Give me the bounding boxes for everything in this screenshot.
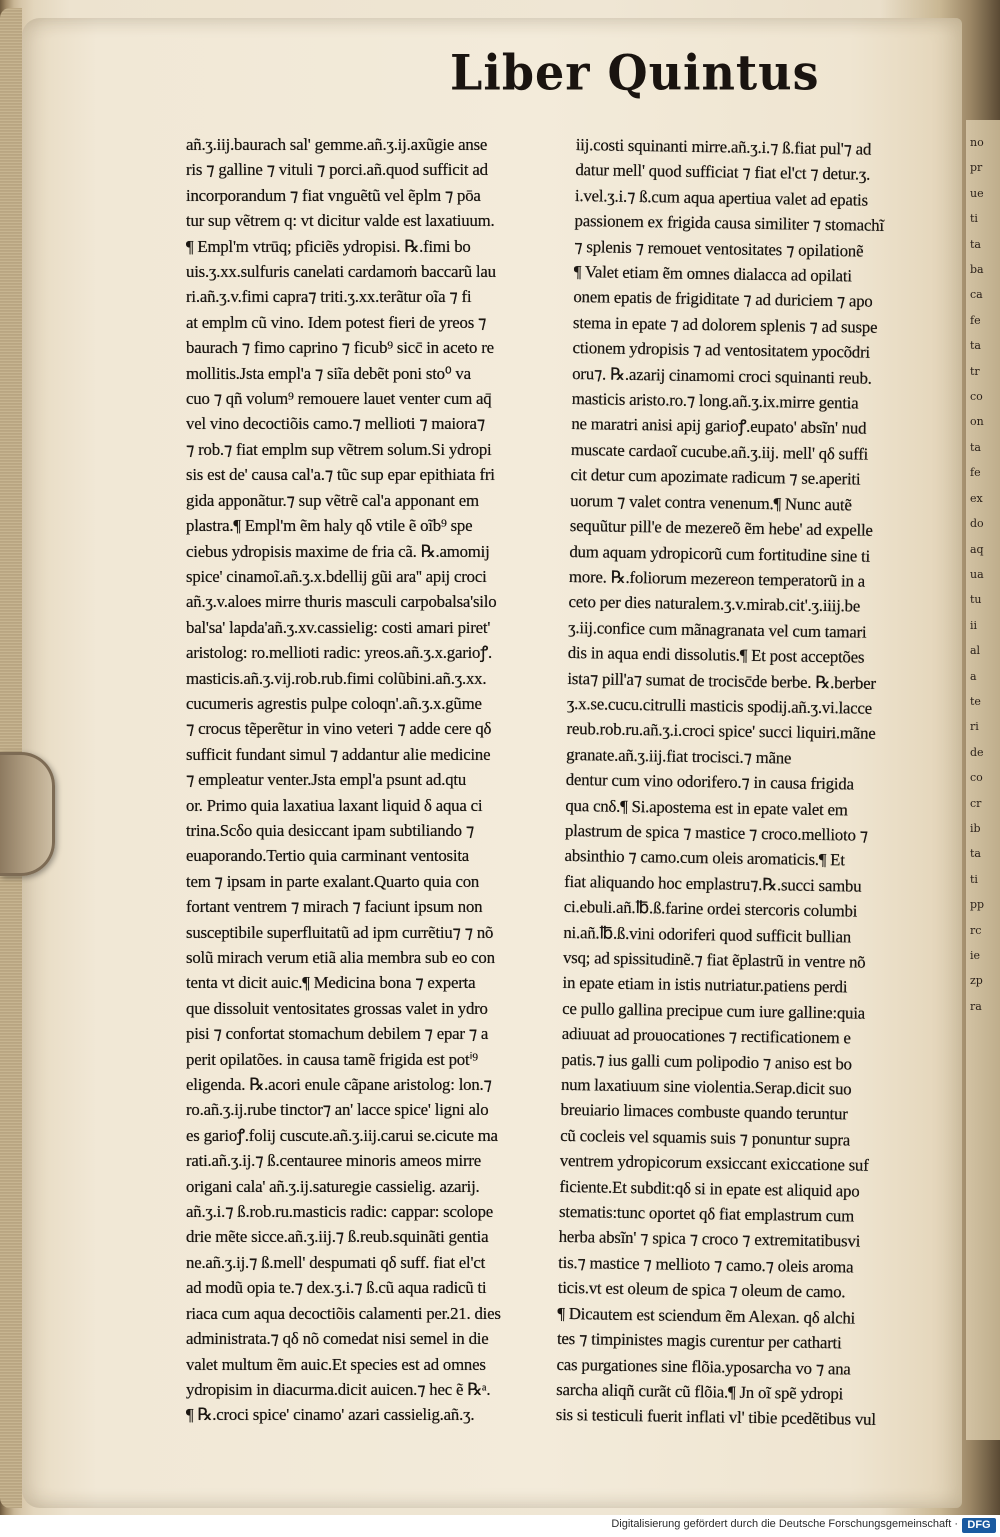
text-line: tis.⁊ mastice ⁊ mellioto ⁊ camo.⁊ oleis aroma xyxy=(558,1252,854,1277)
facing-page-fragment: zp xyxy=(970,974,983,988)
facing-page-fragment: te xyxy=(970,694,981,708)
text-column-left xyxy=(186,132,564,1428)
facing-page-fragment: fe xyxy=(970,313,981,327)
text-line: incorporandum ⁊ fiat vnguẽtũ vel ẽplm ⁊ pōa xyxy=(186,185,481,205)
text-line: añ.ʒ.i.⁊ ß.rob.ru.masticis radic: cappar: scolope xyxy=(186,1202,494,1222)
text-line: patis.⁊ ius galli cum polipodio ⁊ aniso est bo xyxy=(561,1049,852,1074)
facing-page-fragment: do xyxy=(970,517,984,531)
running-head-text: Liber Quintus xyxy=(450,44,820,102)
text-line: cuo ⁊ qñ volum⁹ remouere lauet venter cum aq̄ xyxy=(186,389,492,409)
text-line: ne.añ.ʒ.ij.⁊ ß.mell' despumati qδ suff. fiat el'ct xyxy=(186,1252,486,1272)
text-line: euaporando.Tertio quia carminant ventosita xyxy=(186,846,470,866)
text-line: passionem ex frigida causa similiter ⁊ stomachĩ xyxy=(574,211,885,236)
facing-page-fragment: ii xyxy=(970,618,978,632)
text-line: qua cnδ.¶ Si.apostema est in epate valet em xyxy=(565,795,848,819)
text-line: ¶ Valet etiam ẽm omnes dialacca ad opilati xyxy=(573,262,852,286)
text-line: cucumeris agrestis pulpe coloqn'.añ.ʒ.x.gũme xyxy=(186,693,482,713)
facing-page-edge xyxy=(966,120,1000,1440)
text-line: oru⁊. ℞.azarij cinamomi croci squinanti reub. xyxy=(572,363,872,388)
facing-page-fragment: tr xyxy=(970,364,980,378)
text-line: origani cala' añ.ʒ.ij.saturegie cassielig. azarij. xyxy=(186,1176,480,1196)
text-line: breuiario limaces combuste quando teruntur xyxy=(560,1100,848,1124)
facing-page-fragment: ra xyxy=(970,999,982,1013)
text-line: dis in aqua endi dissolutis.¶ Et post acceptões xyxy=(567,643,865,667)
text-line: ro.añ.ʒ.ij.rube tinctor⁊ an' lacce spice' ligni alo xyxy=(186,1100,489,1120)
text-line: ista⁊ pill'a⁊ sumat de trocisc̄de berbe. ℞.berber xyxy=(567,668,877,693)
text-line: tes ⁊ timpinistes magis curentur per catharti xyxy=(556,1328,842,1353)
facing-page-fragment: ri xyxy=(970,720,979,734)
text-line: sis si testiculi fuerit inflati vl' tibie pcedẽtibus vul xyxy=(555,1405,876,1430)
text-line: es garioꝭ.folij cuscute.añ.ʒ.iij.carui se.cicute ma xyxy=(186,1125,498,1145)
text-line: ¶ Dicautem est sciendum ẽm Alexan. qδ alchi xyxy=(557,1303,856,1328)
facing-page-fragment: ti xyxy=(970,872,978,886)
text-line: bal'sa' lapda'añ.ʒ.xv.cassielig: costi amari piret' xyxy=(186,617,491,637)
facing-page-fragment: fe xyxy=(970,466,981,480)
text-line: stema in epate ⁊ ad dolorem splenis ⁊ ad suspe xyxy=(572,312,878,337)
facing-page-fragment: ie xyxy=(970,949,981,962)
facing-page-fragment: co xyxy=(970,390,983,404)
facing-page-fragment: ib xyxy=(970,821,981,835)
text-line: absinthio ⁊ camo.cum oleis aromaticis.¶ Et xyxy=(564,846,845,870)
facing-page-fragment: ta xyxy=(970,440,981,454)
text-line: ⁊ empleatur venter.Jsta empl'a psunt ad.qtu xyxy=(186,770,467,790)
text-line: ficiente.Et subdit:qδ si in epate est aliquid apo xyxy=(559,1176,860,1201)
text-line: ticis.vt est oleum de spica ⁊ oleum de camo. xyxy=(557,1278,846,1302)
text-line: riaca cum aqua decoctiõis calamenti per.21. dies xyxy=(186,1303,501,1323)
text-line: drie mẽte sicce.añ.ʒ.iij.⁊ ß.reub.squinãti gentia xyxy=(186,1227,489,1247)
text-line: gida apponãtur.⁊ sup vẽtrẽ cal'a apponant em xyxy=(186,490,479,510)
text-line: iij.costi squinanti mirre.añ.ʒ.i.⁊ ß.fiat pul'⁊ ad xyxy=(575,134,872,159)
facing-page-fragment: on xyxy=(970,415,984,429)
text-line: herba absĩn' ⁊ spica ⁊ croco ⁊ extremitatibusvi xyxy=(558,1227,861,1252)
text-line: aristolog: ro.mellioti radic: yreos.añ.ʒ.x.garioꝭ. xyxy=(186,643,492,663)
text-line: dentur cum vino odorifero.⁊ in causa frigida xyxy=(565,770,854,794)
facing-page-fragment: cr xyxy=(970,796,982,810)
text-line: cũ cocleis vel squamis suis ⁊ ponuntur supra xyxy=(560,1125,851,1150)
text-line: eligenda. ℞.acori enule cãpane aristolog: lon.⁊ xyxy=(186,1075,492,1095)
text-line: ctionem ydropisis ⁊ ad ventositatem ypocõdri xyxy=(572,338,871,362)
text-line: mollitis.Jsta empl'a ⁊ siĩa debẽt poni sto⁰ va xyxy=(186,363,471,383)
facing-page-fragment: aq xyxy=(970,542,984,556)
facing-page-fragment: ta xyxy=(970,237,981,251)
text-line: perit opilatões. in causa tamẽ frigida est potⁱ⁹ xyxy=(186,1049,478,1069)
book-clasp xyxy=(0,752,55,876)
text-line: rati.añ.ʒ.ij.⁊ ß.centauree minoris ameos mirre xyxy=(186,1151,482,1171)
text-line: ʒ.x.se.cucu.citrulli masticis spodij.añ.ʒ.vi.lacce xyxy=(566,693,873,718)
text-line: ¶ Empl'm vtrūq; pficiẽs ydropisi. ℞.fimi bo xyxy=(186,236,471,256)
facing-page-fragment: pr xyxy=(970,161,983,175)
text-line: ri.añ.ʒ.v.fimi capra⁊ triti.ʒ.xx.terãtur oĩa ⁊ fi xyxy=(186,287,472,307)
text-line: plastra.¶ Empl'm ẽm haly qδ vtile ẽ oĩb⁹ spe xyxy=(186,516,473,536)
text-line: tem ⁊ ipsam in parte exalant.Quarto quia con xyxy=(186,871,480,891)
text-line: ad modũ opia te.⁊ dex.ʒ.i.⁊ ß.cũ aqua radicũ ti xyxy=(186,1278,487,1298)
text-line: ni.añ.℔.ß.vini odoriferi quod sufficit bullian xyxy=(563,922,852,947)
text-line: stematis:tunc oportet qδ fiat emplastrum cum xyxy=(558,1201,855,1226)
text-line: fiat aliquando hoc emplastru⁊.℞.succi sambu xyxy=(564,871,862,896)
text-line: sequũtur pill'e de mezereõ ẽm hebe' ad expelle xyxy=(569,516,873,540)
text-line: valet multum ẽm auic.Et species est ad omnes xyxy=(186,1354,486,1374)
text-line: masticis aristo.ro.⁊ long.añ.ʒ.ix.mirre gentia xyxy=(571,389,859,413)
dfg-logo: DFG xyxy=(962,1518,996,1533)
text-line: añ.ʒ.iij.baurach sal' gemme.añ.ʒ.ij.axũgie anse xyxy=(186,135,488,154)
facing-page-fragment: ex xyxy=(970,491,983,505)
text-line: ne maratri anisi apij garioꝭ.eupato' absĩn' nud xyxy=(571,414,867,439)
text-line: fortant ventrem ⁊ mirach ⁊ faciunt ipsum non xyxy=(186,897,483,917)
text-line: plastrum de spica ⁊ mastice ⁊ croco.mellioto ⁊ xyxy=(564,820,869,845)
text-line: muscate cardaoĩ cucube.añ.ʒ.iij. mell' qδ suffi xyxy=(570,439,869,464)
text-line: num laxatiuum sine violentia.Serap.dicit suo xyxy=(560,1074,852,1099)
text-column-right xyxy=(556,132,932,1433)
facing-page-fragment: ti xyxy=(970,212,978,226)
facing-page-fragment: ta xyxy=(970,339,981,353)
facing-page-fragment: a xyxy=(970,669,977,683)
text-line: susceptibile superfluitatũ ad ipm currẽtiu⁊ ⁊ nõ xyxy=(186,922,494,942)
text-line: pisi ⁊ confortat stomachum debilem ⁊ epar ⁊ a xyxy=(186,1024,489,1044)
text-line: ciebus ydropisis maxime de fria cã. ℞.amomij xyxy=(186,541,490,561)
text-line: que dissoluit ventositates grossas valet in ydro xyxy=(186,998,488,1018)
facing-page-fragment: ua xyxy=(970,567,984,581)
text-line: uis.ʒ.xx.sulfuris canelati cardamoṁ baccarũ lau xyxy=(186,262,496,282)
text-line: ce pullo gallina precipue cum iure galline:quia xyxy=(562,998,866,1023)
text-line: tur sup vẽtrem q: vt dicitur valde est laxatiuum. xyxy=(186,211,495,231)
text-line: ⁊ rob.⁊ fiat emplm sup vẽtrem solum.Si ydropi xyxy=(186,439,492,459)
text-line: administrata.⁊ qδ nõ comedat nisi semel in die xyxy=(186,1329,489,1349)
text-line: dum aquam ydropicorũ cum fortitudine sine ti xyxy=(569,541,871,566)
text-line: masticis.añ.ʒ.vij.rob.rub.fimi colũbini.añ.ʒ.xx. xyxy=(186,668,487,688)
text-line: trina.Scδo quia desiccant ipam subtiliando ⁊ xyxy=(186,820,475,840)
facing-page-fragment: ta xyxy=(970,847,981,861)
text-line: uorum ⁊ valet contra venenum.¶ Nunc autẽ xyxy=(570,490,852,515)
text-line: ci.ebuli.añ.℔.ß.farine ordei stercoris columbi xyxy=(563,897,858,921)
text-line: at emplm cũ vino. Idem potest fieri de yreos ⁊ xyxy=(186,312,487,332)
text-line: cas purgationes sine flõia.yposarcha vo ⁊ ana xyxy=(556,1354,851,1378)
text-line: ⁊ crocus tẽperẽtur in vino veteri ⁊ adde cere qδ xyxy=(186,719,492,739)
text-line: cit detur cum apozimate radicum ⁊ se.aperiti xyxy=(570,465,861,489)
text-line: more. ℞.foliorum mezereon temperatorũ in a xyxy=(568,566,866,591)
text-line: ceto per dies naturalem.ʒ.v.mirab.cit'.ʒ.iiij.be xyxy=(568,592,861,616)
facing-page-fragment: ue xyxy=(970,186,984,200)
text-line: reub.rob.ru.añ.ʒ.i.croci spice' succi liquiri.mãne xyxy=(566,719,876,744)
text-line: sufficit fundant simul ⁊ addantur alie medicine xyxy=(186,744,491,764)
text-line: sarcha aliqñ curãt cũ flõia.¶ Jn oĩ spẽ ydropi xyxy=(556,1379,844,1404)
facing-page-fragment: tu xyxy=(970,593,982,607)
text-line: onem epatis de frigiditate ⁊ ad duriciem ⁊ apo xyxy=(573,287,873,312)
text-line: ⁊ splenis ⁊ remouet ventositates ⁊ opilationẽ xyxy=(574,236,864,261)
text-line: adiuuat ad prouocationes ⁊ rectificationem e xyxy=(561,1024,851,1048)
text-line: ʒ.iij.confice cum mãnagranata vel cum tamari xyxy=(568,617,867,642)
running-head xyxy=(450,44,820,108)
facing-page-fragment: al xyxy=(970,644,981,658)
facing-page-fragment: no xyxy=(970,136,984,149)
text-line: spice' cinamoĩ.añ.ʒ.x.bdellij gũi ara'' apij croci xyxy=(186,566,487,586)
text-line: tenta vt dicit auic.¶ Medicina bona ⁊ experta xyxy=(186,973,476,993)
facing-page-fragment: ba xyxy=(970,263,984,277)
text-line: añ.ʒ.v.aloes mirre thuris masculi carpobalsa'silo xyxy=(186,592,497,612)
text-line: ris ⁊ galline ⁊ vituli ⁊ porci.añ.quod sufficit ad xyxy=(186,160,488,180)
text-line: in epate etiam in istis nutriatur.patiens perdi xyxy=(562,973,848,997)
text-line: sis est de' causa cal'a.⁊ tũc sup epar epithiata fri xyxy=(186,465,495,485)
facing-page-text xyxy=(970,130,998,1019)
footer-credit: Digitalisierung gefördert durch die Deutsche Forschungsgemeinschaft · xyxy=(611,1518,958,1530)
text-line: i.vel.ʒ.i.⁊ ß.cum aqua apertiua valet ad epatis xyxy=(574,185,869,210)
facing-page-fragment: co xyxy=(970,771,983,785)
text-line: or. Primo quia laxatiua laxant liquid δ aqua ci xyxy=(186,795,483,815)
facing-page-fragment: ca xyxy=(970,288,983,302)
text-line: ventrem ydropicorum exsiccant exiccatione suf xyxy=(559,1151,869,1175)
text-line: datur mell' quod sufficiat ⁊ fiat el'ct ⁊ detur.ʒ. xyxy=(575,160,871,185)
text-line: granate.añ.ʒ.iij.fiat trocisci.⁊ mãne xyxy=(566,744,792,768)
text-line: ydropisim in diacurma.dicit auicen.⁊ hec ẽ ℞ᵃ. xyxy=(186,1379,491,1399)
facing-page-fragment: rc xyxy=(970,923,982,937)
facing-page-fragment: de xyxy=(970,745,984,759)
text-line: ¶ ℞.croci spice' cinamo' azari cassielig.añ.ʒ. xyxy=(186,1405,475,1425)
text-line: vel vino decoctiõis camo.⁊ mellioti ⁊ maiora⁊ xyxy=(186,414,485,434)
text-line: vsq; ad spissitudinẽ.⁊ fiat ẽplastrũ in ventre nõ xyxy=(562,947,866,972)
text-line: baurach ⁊ fimo caprino ⁊ ficub⁹ sicc̄ in aceto re xyxy=(186,338,494,358)
facing-page-fragment: pp xyxy=(970,898,985,912)
text-line: solũ mirach verum etiã alia membra sub eo con xyxy=(186,948,495,967)
footer-bar xyxy=(0,1515,1000,1537)
